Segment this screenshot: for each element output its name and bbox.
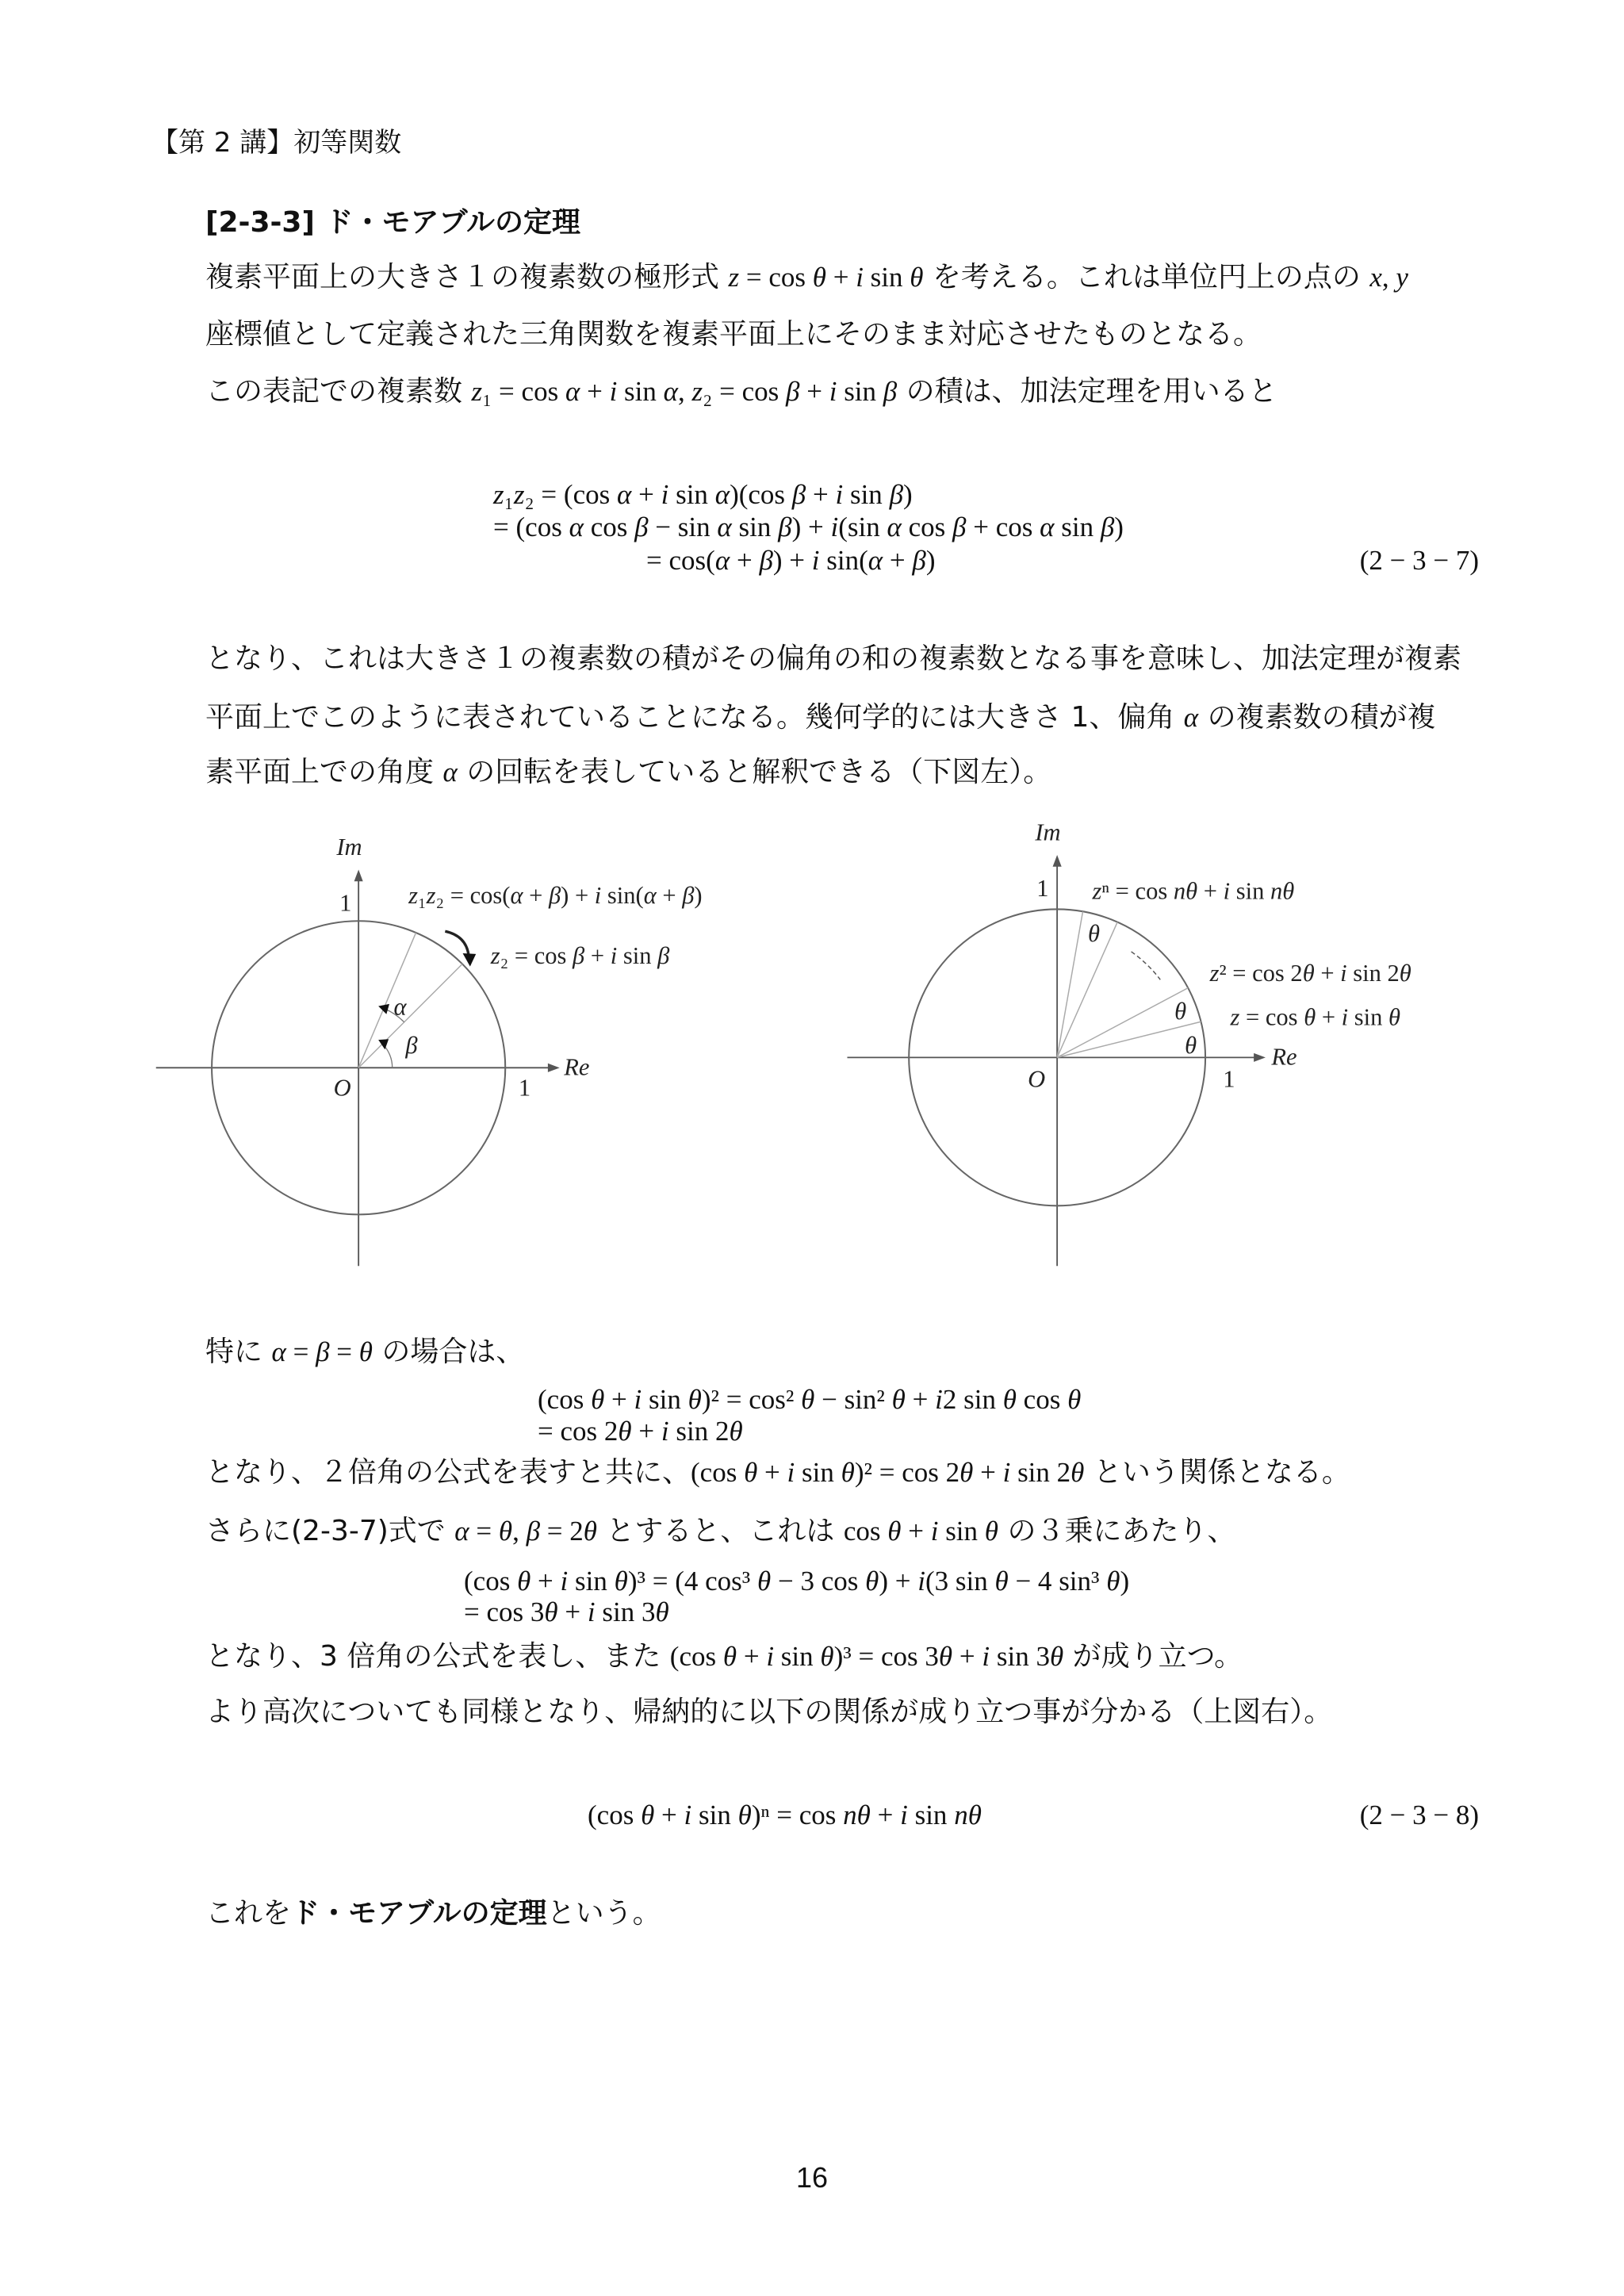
equation-line: = (cos α cos β − sin α sin β) + i(sin α cos β + cos α sin β) xyxy=(493,512,1124,542)
label-zn: zⁿ = cos nθ + i sin nθ xyxy=(1092,877,1295,905)
equation-line: = cos 3θ + i sin 3θ xyxy=(464,1596,669,1627)
equation-line: = cos(α + β) + i sin(α + β) xyxy=(646,545,936,576)
angle-label-theta: θ xyxy=(1185,1031,1197,1059)
paragraph-line xyxy=(205,1898,661,1930)
equation-number: (2 − 3 − 8) xyxy=(1359,1800,1479,1830)
text-segment: この表記での複素数 xyxy=(205,375,472,408)
inline-math: x, y xyxy=(1369,262,1408,293)
paragraph-line xyxy=(205,643,1461,675)
paragraph-line xyxy=(205,1696,1332,1728)
imaginary-axis-label: Im xyxy=(336,833,362,861)
equation-line: = cos 2θ + i sin 2θ xyxy=(538,1416,743,1447)
inline-math: α = β = θ xyxy=(271,1336,373,1367)
angle-arrowhead-alpha xyxy=(378,1004,389,1014)
rotation-arrowhead xyxy=(463,953,477,967)
inline-math: α xyxy=(442,757,458,788)
inline-math: z = cos θ + i sin θ xyxy=(728,262,924,293)
angle-label-beta: β xyxy=(405,1031,418,1059)
figures xyxy=(147,815,1498,1278)
paragraph-line xyxy=(205,1641,1243,1673)
paragraph-line xyxy=(205,757,1051,788)
paragraph-line xyxy=(205,702,1436,734)
angle-label-theta: θ xyxy=(1087,920,1100,948)
text-segment: の複素数の積が複 xyxy=(1198,701,1436,734)
text-segment: 特に xyxy=(205,1336,272,1368)
text-segment: 平面上でこのように表されていることになる。幾何学的には大きさ 1、偏角 xyxy=(205,701,1184,734)
paragraph-line xyxy=(205,1457,1350,1489)
inline-math: cos θ + i sin θ xyxy=(843,1516,998,1547)
text-segment: が成り立つ。 xyxy=(1063,1640,1243,1673)
paragraph-line xyxy=(205,1336,524,1368)
imaginary-axis-arrowhead xyxy=(1053,855,1062,867)
paragraph-line xyxy=(205,319,1262,351)
origin-label: O xyxy=(1028,1065,1046,1093)
section-title: [2-3-3] ド・モアブルの定理 xyxy=(205,206,581,239)
paragraph-line xyxy=(205,1516,1235,1547)
text-segment: の積は、加法定理を用いると xyxy=(897,375,1277,408)
label-z2: z₂ = cos β + i sin β xyxy=(490,941,670,969)
equation-line: z₁z₂ = (cos α + i sin α)(cos β + i sin β) xyxy=(493,479,913,510)
text-segment: 素平面上での角度 xyxy=(205,756,443,788)
ray-z2 xyxy=(1057,988,1188,1058)
label-z: z = cos θ + i sin θ xyxy=(1230,1003,1401,1031)
text-segment: の回転を表していると解釈できる（下図左）。 xyxy=(457,756,1052,788)
inline-math: z₁ = cos α + i sin α, z₂ = cos β + i sin β xyxy=(471,376,898,407)
imaginary-axis-label: Im xyxy=(1035,818,1061,846)
text-segment: これを xyxy=(205,1897,292,1930)
label-z1z2: z₁z₂ = cos(α + β) + i sin(α + β) xyxy=(408,882,703,910)
label-z-squared: z² = cos 2θ + i sin 2θ xyxy=(1209,960,1411,987)
angle-arrowhead-beta xyxy=(378,1039,389,1049)
text-segment: という関係となる。 xyxy=(1084,1456,1350,1489)
text-segment: という。 xyxy=(546,1897,661,1930)
unit-label-real: 1 xyxy=(518,1074,531,1102)
unit-label-real: 1 xyxy=(1223,1065,1235,1093)
inline-math: (cos θ + i sin θ)² = cos 2θ + i sin 2θ xyxy=(691,1457,1085,1488)
inline-math: (cos θ + i sin θ)³ = cos 3θ + i sin 3θ xyxy=(669,1641,1064,1672)
ray-zn xyxy=(1057,911,1082,1057)
chapter-header: 【第 2 講】初等関数 xyxy=(151,127,402,159)
imaginary-axis-arrowhead xyxy=(354,869,363,881)
text-segment: を考える。これは単位円上の点の xyxy=(923,261,1370,293)
text-segment: とすると、これは xyxy=(596,1515,844,1547)
equation-line: (cos θ + i sin θ)³ = (4 cos³ θ − 3 cos θ) + i(3 sin θ − 4 sin³ θ) xyxy=(464,1566,1130,1596)
real-axis-label: Re xyxy=(1271,1043,1297,1071)
text-segment: となり、これは大きさ１の複素数の積がその偏角の和の複素数となる事を意味し、加法定理が複素 xyxy=(205,642,1462,675)
angle-label-theta: θ xyxy=(1174,998,1187,1025)
page-number: 16 xyxy=(795,2161,829,2194)
paragraph-line xyxy=(205,262,1408,293)
text-segment: 複素平面上の大きさ１の複素数の極形式 xyxy=(205,261,729,293)
continuation-dashed-arc xyxy=(1132,952,1161,979)
text-segment: 座標値として定義された三角関数を複素平面上にそのまま対応させたものとなる。 xyxy=(205,318,1262,351)
real-axis-label: Re xyxy=(564,1053,590,1081)
text-segment: さらに(2-3-7)式で xyxy=(205,1515,455,1547)
equation-number: (2 − 3 − 7) xyxy=(1359,545,1479,576)
equation-line: (cos θ + i sin θ)ⁿ = cos nθ + i sin nθ xyxy=(588,1800,982,1830)
equation-line: (cos θ + i sin θ)² = cos² θ − sin² θ + i2 sin θ cos θ xyxy=(538,1384,1082,1415)
unit-label-imaginary: 1 xyxy=(339,889,352,917)
text-segment: となり、3 倍角の公式を表し、また xyxy=(205,1640,670,1673)
theorem-name: ド・モアブルの定理 xyxy=(291,1897,547,1930)
inline-math: α xyxy=(1183,702,1199,733)
unit-label-imaginary: 1 xyxy=(1036,874,1049,902)
ray-z xyxy=(1057,1022,1201,1057)
text-segment: の３乗にあたり、 xyxy=(998,1515,1236,1547)
figure-right-unit-circle xyxy=(847,818,1411,1266)
text-segment: となり、２倍角の公式を表すと共に、 xyxy=(205,1456,691,1489)
angle-label-alpha: α xyxy=(393,993,407,1021)
figure-left-unit-circle xyxy=(156,834,703,1266)
real-axis-arrowhead xyxy=(548,1064,560,1072)
origin-label: O xyxy=(333,1074,351,1102)
text-segment: より高次についても同様となり、帰納的に以下の関係が成り立つ事が分かる（上図右）。 xyxy=(205,1696,1333,1728)
paragraph-line xyxy=(205,376,1277,408)
real-axis-arrowhead xyxy=(1254,1053,1266,1062)
text-segment: の場合は、 xyxy=(372,1336,525,1368)
inline-math: α = θ, β = 2θ xyxy=(454,1516,597,1547)
